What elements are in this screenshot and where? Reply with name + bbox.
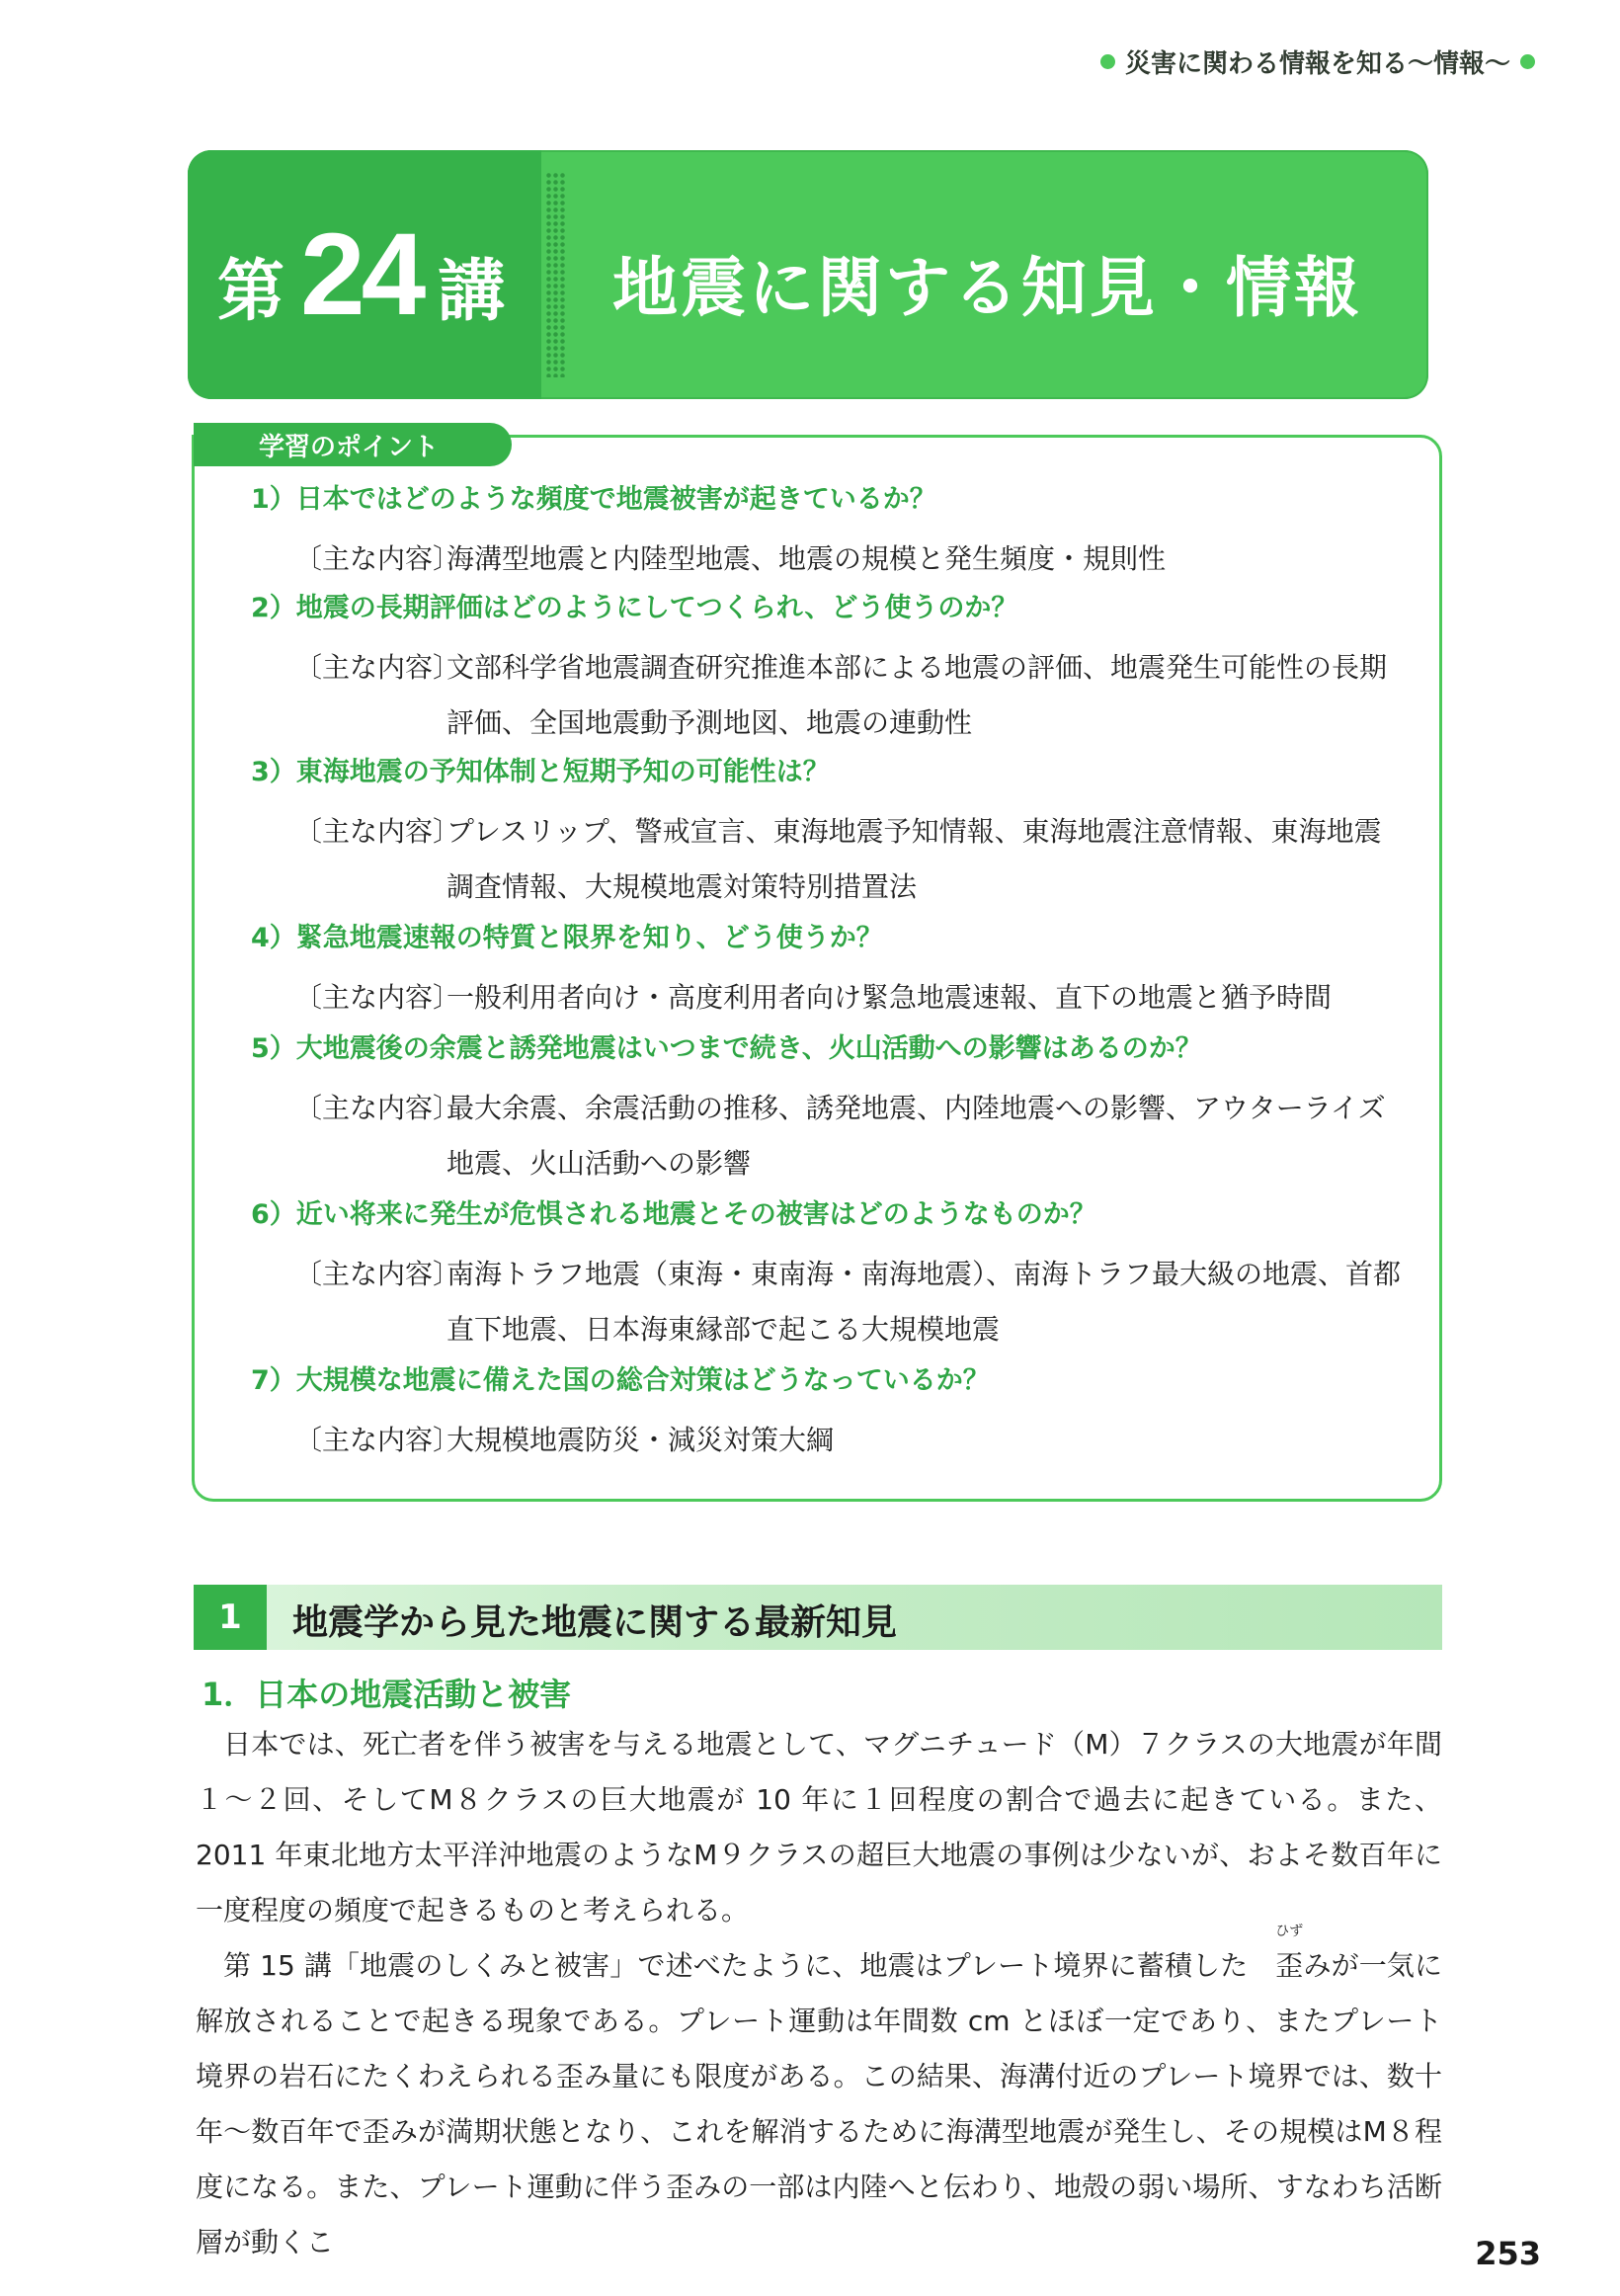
point-content xyxy=(294,532,1407,587)
content-text: プレスリップ、警戒宣言、東海地震予知情報、東海地震注意情報、東海地震調査情報、大規模地震対策特別措置法 xyxy=(446,815,1382,903)
content-label: 〔主な内容〕 xyxy=(294,1424,461,1456)
learning-point-item xyxy=(251,589,1407,751)
point-question: 2）地震の長期評価はどのようにしてつくられ、どう使うのか？ xyxy=(251,593,1018,623)
running-header xyxy=(1100,43,1535,80)
point-content xyxy=(294,1081,1407,1191)
section-title: 地震学から見た地震に関する最新知見 xyxy=(292,1602,898,1643)
bullet-dot-icon xyxy=(1520,54,1535,69)
chapter-number-panel xyxy=(188,150,541,399)
content-text: 文部科学省地震調査研究推進本部による地震の評価、地震発生可能性の長期評価、全国地震動予測地図、地震の連動性 xyxy=(446,651,1388,739)
ruby-base: 歪 xyxy=(1275,1949,1304,1982)
point-question: 3）東海地震の予知体制と短期予知の可能性は？ xyxy=(251,757,830,787)
learning-point-item xyxy=(251,1029,1407,1191)
point-content xyxy=(294,804,1407,915)
learning-points-tab: 学習のポイント xyxy=(194,423,512,466)
point-question: 5）大地震後の余震と誘発地震はいつまで続き、火山活動への影響はあるのか？ xyxy=(251,1033,1202,1064)
body-text xyxy=(196,1717,1442,2270)
content-text: 一般利用者向け・高度利用者向け緊急地震速報、直下の地震と猶予時間 xyxy=(446,981,1333,1014)
ruby-annotation xyxy=(1248,1924,1304,1994)
point-question: 6）近い将来に発生が危惧される地震とその被害はどのようなものか？ xyxy=(251,1199,1096,1230)
chapter-title: 地震に関する知見・情報 xyxy=(612,250,1362,326)
point-content xyxy=(294,1247,1407,1357)
learning-point-item xyxy=(251,1195,1407,1357)
point-question: 1）日本ではどのような頻度で地震被害が起きているか？ xyxy=(251,484,936,515)
point-question: 7）大規模な地震に備えた国の総合対策はどうなっているか？ xyxy=(251,1365,990,1396)
content-label: 〔主な内容〕 xyxy=(294,542,461,575)
chapter-suffix: 講 xyxy=(438,254,506,329)
learning-point-item xyxy=(251,919,1407,1025)
running-header-title: 災害に関わる情報を知る〜情報〜 xyxy=(1124,49,1510,79)
point-question: 4）緊急地震速報の特質と限界を知り、どう使うか？ xyxy=(251,923,883,953)
learning-point-item xyxy=(251,1361,1407,1468)
body-paragraph xyxy=(196,1924,1442,2270)
body-text-segment: 第 15 講「地震のしくみと被害」で述べたように、地震はプレート境界に蓄積した xyxy=(223,1949,1249,1982)
body-text-segment: みが一気に解放されることで起きる現象である。プレート運動は年間数 cm とほぼ一定であり、またプレート境界の岩石にたくわえられる歪み量にも限度がある。この結果、海溝付近のプレート境界では、数十年〜数百年で歪みが満期状態となり、これを解消するために海溝型地震が発生し、その規模はM８程度になる。また、プレート運動に伴う歪みの一部は内陸へと伝わり、地殻の弱い場所、すなわち活断層が動くこ xyxy=(196,1949,1442,2258)
section-number: 1 xyxy=(194,1585,267,1650)
content-label: 〔主な内容〕 xyxy=(294,815,461,848)
content-label: 〔主な内容〕 xyxy=(294,981,461,1014)
chapter-number-value: 24 xyxy=(300,209,423,340)
ruby-reading: ひず xyxy=(1275,1924,1304,1939)
learning-point-item xyxy=(251,753,1407,915)
content-label: 〔主な内容〕 xyxy=(294,1092,461,1124)
page-number: 253 xyxy=(1475,2235,1541,2272)
point-content xyxy=(294,1413,1407,1468)
chapter-banner xyxy=(188,150,1428,399)
content-text: 大規模地震防災・減災対策大綱 xyxy=(446,1424,835,1456)
content-text: 最大余震、余震活動の推移、誘発地震、内陸地震への影響、アウターライズ地震、火山活動への影響 xyxy=(446,1092,1386,1180)
point-content xyxy=(294,640,1407,751)
point-content xyxy=(294,970,1407,1025)
learning-point-item xyxy=(251,480,1407,587)
section-heading xyxy=(194,1585,1442,1650)
chapter-prefix: 第 xyxy=(217,254,285,329)
subsection-title: 1．日本の地震活動と被害 xyxy=(202,1676,572,1713)
content-label: 〔主な内容〕 xyxy=(294,1258,461,1290)
content-text: 海溝型地震と内陸型地震、地震の規模と発生頻度・規則性 xyxy=(446,542,1167,575)
content-label: 〔主な内容〕 xyxy=(294,651,461,684)
chapter-number xyxy=(217,207,505,342)
bullet-dot-icon xyxy=(1100,54,1115,69)
content-text: 南海トラフ地震（東海・東南海・南海地震）、南海トラフ最大級の地震、首都直下地震、日本海東縁部で起こる大規模地震 xyxy=(446,1258,1402,1346)
body-paragraph: 日本では、死亡者を伴う被害を与える地震として、マグニチュード（M）７クラスの大地震が年間１〜２回、そしてM８クラスの巨大地震が 10 年に１回程度の割合で過去に起きている。また、2011 年東北地方太平洋沖地震のようなM９クラスの超巨大地震の事例は少ないが、およそ数百年に一度程度の頻度で起きるものと考えられる。 xyxy=(196,1728,1442,1927)
dotted-divider xyxy=(545,172,567,377)
